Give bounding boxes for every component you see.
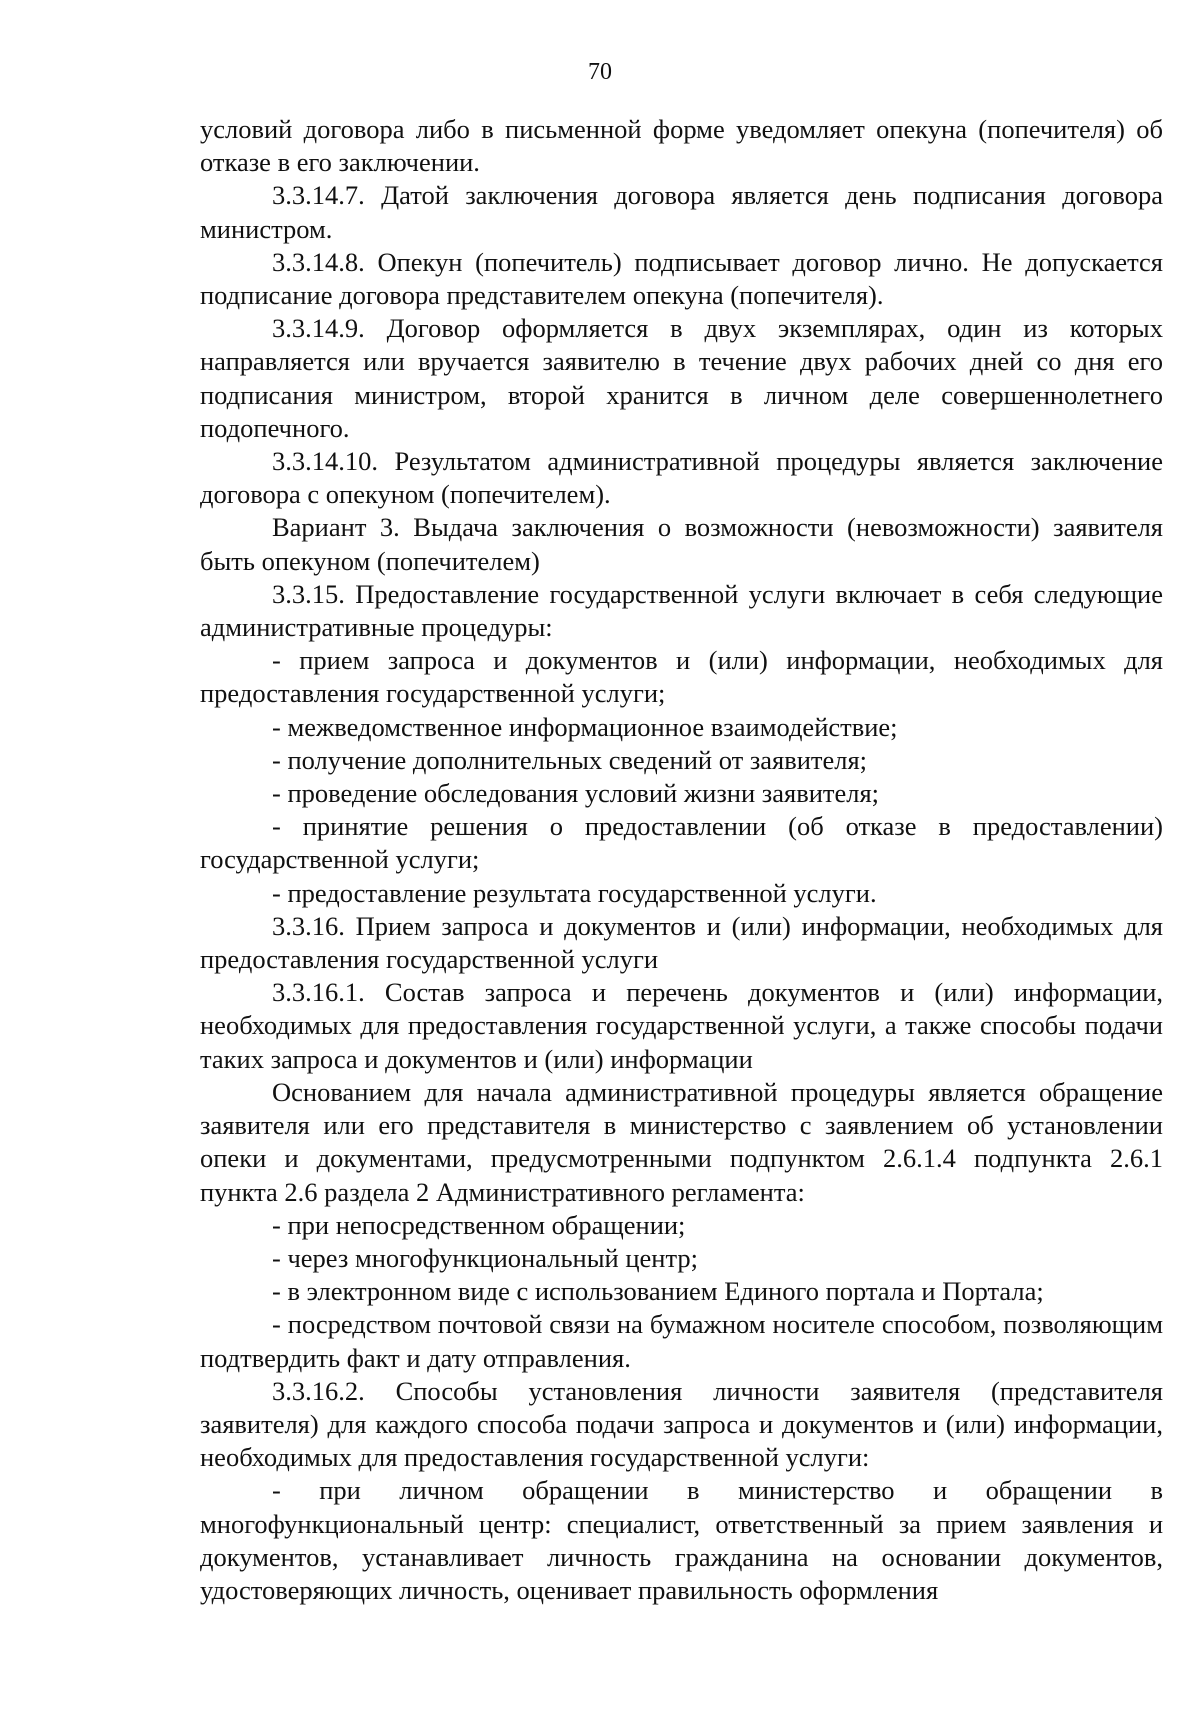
list-item: - получение дополнительных сведений от заявителя; bbox=[272, 744, 868, 775]
list-item: - в электронном виде с использованием Единого портала и Портала; bbox=[272, 1276, 1044, 1307]
paragraph-3-3-14-7: 3.3.14.7. Датой заключения договора является день подписания договора министром. bbox=[200, 180, 1163, 244]
paragraph-3-3-16: 3.3.16. Прием запроса и документов и (или) информации, необходимых для предоставления государственной услуги bbox=[200, 910, 1163, 975]
list-item: - при непосредственном обращении; bbox=[272, 1209, 686, 1240]
document-body bbox=[200, 113, 1163, 1607]
list-item: - прием запроса и документов и (или) информации, необходимых для предоставления государственной услуги; bbox=[200, 645, 1163, 709]
paragraph-3-3-14-9: 3.3.14.9. Договор оформляется в двух экземплярах, один из которых направляется или вручается заявителю в течение двух рабочих дней со дня его подписания министром, второй хранится в личном деле совершеннолетнего подопечного. bbox=[200, 313, 1163, 443]
paragraph-basis: Основанием для начала административной процедуры является обращение заявителя или его представителя в министерство с заявлением об установлении опеки и документами, предусмотренными подпунктом 2.6.1.4 подпункта 2.6.1 пункта 2.6 раздела 2 Административного регламента: bbox=[200, 1076, 1163, 1207]
paragraph-3-3-16-1: 3.3.16.1. Состав запроса и перечень документов и (или) информации, необходимых для предоставления государственной услуги, а также способы подачи таких запроса и документов и (или) информации bbox=[200, 977, 1163, 1074]
list-item: - через многофункциональный центр; bbox=[272, 1242, 698, 1273]
list-item: - принятие решения о предоставлении (об отказе в предоставлении) государственной услуги; bbox=[200, 811, 1163, 875]
paragraph-3-3-14-10: 3.3.14.10. Результатом административной процедуры является заключение договора с опекуном (попечителем). bbox=[200, 446, 1163, 510]
paragraph-3-3-16-2: 3.3.16.2. Способы установления личности заявителя (представителя заявителя) для каждого способа подачи запроса и документов и (или) информации, необходимых для предоставления государственной услуги: bbox=[200, 1375, 1163, 1473]
variant-3-heading: Вариант 3. Выдача заключения о возможности (невозможности) заявителя быть опекуном (попечителем) bbox=[200, 512, 1163, 576]
list-item: - предоставление результата государственной услуги. bbox=[272, 877, 877, 908]
list-item: - проведение обследования условий жизни заявителя; bbox=[272, 778, 880, 809]
list-item: - межведомственное информационное взаимодействие; bbox=[272, 711, 898, 742]
list-item: - при личном обращении в министерство и обращении в многофункциональный центр: специалист, ответственный за прием заявления и документов, устанавливает личность гражданина на основании документов, удостоверяющих личность, оценивает правильность оформления bbox=[200, 1475, 1163, 1605]
paragraph-3-3-14-8: 3.3.14.8. Опекун (попечитель) подписывает договор лично. Не допускается подписание договора представителем опекуна (попечителя). bbox=[200, 246, 1163, 311]
page-number: 70 bbox=[588, 59, 612, 85]
list-item: - посредством почтовой связи на бумажном носителе способом, позволяющим подтвердить факт и дату отправления. bbox=[200, 1309, 1163, 1373]
paragraph-3-3-15: 3.3.15. Предоставление государственной услуги включает в себя следующие административные процедуры: bbox=[200, 578, 1163, 643]
paragraph-continuation: условий договора либо в письменной форме уведомляет опекуна (попечителя) об отказе в его заключении. bbox=[200, 114, 1163, 178]
